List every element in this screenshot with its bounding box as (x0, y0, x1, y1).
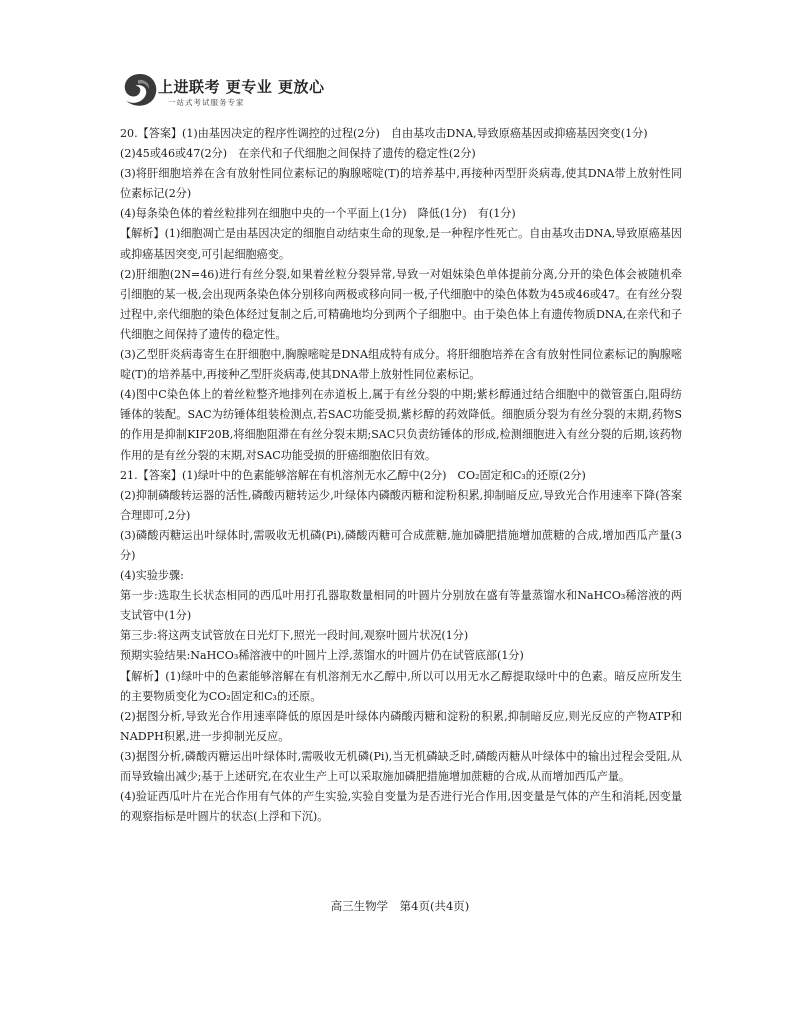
q21-analysis-2: (2)据图分析,导致光合作用速率降低的原因是叶绿体内磷酸丙糖和淀粉的积累,抑制暗反应,则光反应的产物ATP和NADPH积累,进一步抑制光反应。 (120, 709, 682, 743)
q21-answer-2: (2)抑制磷酸转运器的活性,磷酸丙糖转运少,叶绿体内磷酸丙糖和淀粉积累,抑制暗反应,导致光合作用速率下降(答案合理即可,2分) (120, 488, 682, 522)
q21-answer-1: 21.【答案】(1)绿叶中的色素能够溶解在有机溶剂无水乙醇中(2分) CO₂固定和C₃的还原(2分) (120, 468, 586, 482)
q21-prediction: 预期实验结果:NaHCO₃稀溶液中的叶圆片上浮,蒸馏水的叶圆片仍在试管底部(1分) (120, 649, 524, 663)
q20-analysis-4: (4)图中C染色体上的着丝粒整齐地排列在赤道板上,属于有丝分裂的中期;紫杉醇通过结合细胞中的微管蛋白,阻碍纺锤体的装配。SAC为纺锤体组装检测点,若SAC功能受损,紫杉醇的药效降低。细胞质分裂为有丝分裂的末期,药物S的作用是抑制KIF20B,将细胞阻滞在有丝分裂末期;SAC只负责纺锤体的形成,检测细胞进入有丝分裂的后期,该药物作用的是有丝分裂的末期,对SAC功能受损的肝癌细胞依旧有效。 (120, 388, 682, 462)
q20-answer-1: 20.【答案】(1)由基因决定的程序性调控的过程(2分) 自由基攻击DNA,导致原癌基因或抑癌基因突变(1分) (120, 127, 648, 140)
logo-swirl-icon (118, 70, 162, 110)
q20-analysis-1: 【解析】(1)细胞凋亡是由基因决定的细胞自动结束生命的现象,是一种程序性死亡。自由基攻击DNA,导致原癌基因或抑癌基因突变,可引起细胞癌变。 (120, 227, 682, 261)
q21-answer-4: (4)实验步骤: (120, 569, 184, 583)
brand-tagline: 一站式考试服务专家 (168, 98, 245, 107)
q20-answer-2: (2)45或46或47(2分) 在亲代和子代细胞之间保持了遗传的稳定性(2分) (120, 147, 476, 161)
answer-content (120, 124, 682, 827)
page-footer: 高三生物学 第4页(共4页) (330, 899, 470, 913)
q21-step-1: 第一步:选取生长状态相同的西瓜叶用打孔器取数量相同的叶圆片分别放在盛有等量蒸馏水和NaHCO₃稀溶液的两支试管中(1分) (120, 589, 682, 623)
q20-answer-3: (3)将肝细胞培养在含有放射性同位素标记的胸腺嘧啶(T)的培养基中,再接种丙型肝炎病毒,使其DNA带上放射性同位素标记(2分) (120, 167, 682, 201)
q21-analysis-1: 【解析】(1)绿叶中的色素能够溶解在有机溶剂无水乙醇中,所以可以用无水乙醇提取绿叶中的色素。暗反应所发生的主要物质变化为CO₂固定和C₃的还原。 (120, 669, 682, 703)
q21-step-3: 第三步:将这两支试管放在日光灯下,照光一段时间,观察叶圆片状况(1分) (120, 629, 469, 643)
q20-analysis-3: (3)乙型肝炎病毒寄生在肝细胞中,胸腺嘧啶是DNA组成特有成分。将肝细胞培养在含有放射性同位素标记的胸腺嘧啶(T)的培养基中,再接种乙型肝炎病毒,使其DNA带上放射性同位素标记。 (120, 348, 682, 382)
q20-analysis-2: (2)肝细胞(2N=46)进行有丝分裂,如果着丝粒分裂异常,导致一对姐妹染色单体提前分离,分开的染色体会被随机牵引细胞的某一极,会出现两条染色体分别移向两极或移向同一极,子代细胞中的染色体数为45或46或47。在有丝分裂过程中,亲代细胞的染色体经过复制之后,可精确地均分到两个子细胞中。由于染色体上有遗传物质DNA,在亲代和子代细胞之间保持了遗传的稳定性。 (120, 267, 682, 341)
brand-slogan: 上进联考 更专业 更放心 (158, 78, 325, 96)
q21-analysis-3: (3)据图分析,磷酸丙糖运出叶绿体时,需吸收无机磷(Pi),当无机磷缺乏时,磷酸丙糖从叶绿体中的输出过程会受阻,从而导致输出减少;基于上述研究,在农业生产上可以采取施加磷肥措施增加蔗糖的合成,从而增加西瓜产量。 (120, 749, 682, 783)
q20-answer-4: (4)每条染色体的着丝粒排列在细胞中央的一个平面上(1分) 降低(1分) 有(1分) (120, 207, 516, 221)
header-logo (118, 70, 325, 112)
q21-analysis-4: (4)验证西瓜叶片在光合作用有气体的产生实验,实验自变量为是否进行光合作用,因变量是气体的产生和消耗,因变量的观察指标是叶圆片的状态(上浮和下沉)。 (120, 790, 682, 824)
q21-answer-3: (3)磷酸丙糖运出叶绿体时,需吸收无机磷(Pi),磷酸丙糖可合成蔗糖,施加磷肥措施增加蔗糖的合成,增加西瓜产量(3分) (120, 528, 682, 562)
